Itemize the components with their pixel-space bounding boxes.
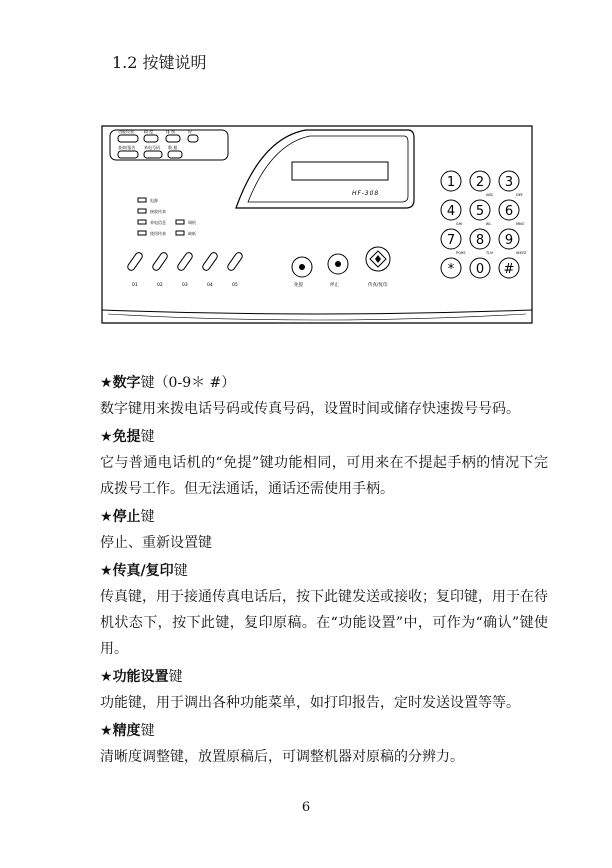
section-title: ★传真/复印键 [100,563,188,579]
indicator-lamps [138,197,196,236]
svg-text:数 据: 数 据 [168,145,178,150]
svg-text:PQRS: PQRS [456,251,466,255]
star-icon: ★ [100,429,113,445]
svg-text:3: 3 [504,175,514,190]
svg-text:GHI: GHI [456,222,463,226]
svg-text:功能设置: 功能设置 [118,129,134,134]
svg-text:9: 9 [504,233,514,248]
section-body: 传真键，用于接通传真电话后，按下此键发送或接收；复印键，用于在待机状态下，按下此键，复印原稿。在“功能设置”中，可作为“确认”键使用。 [100,589,548,657]
section-resolution-key [100,718,548,770]
svg-text:#: # [503,262,515,277]
keypad [441,171,519,278]
section-body: 停止、重新设置键 [100,535,212,551]
star-icon: ★ [100,509,113,525]
svg-text:调机: 调机 [188,220,196,225]
svg-text:7: 7 [446,233,456,248]
section-title: ★免提键 [100,429,155,445]
svg-text:电源: 电源 [150,198,158,203]
section-title: ★精度键 [100,723,155,739]
top-buttons-row2 [118,144,182,158]
svg-text:*: * [447,262,455,277]
section-stop-key [100,504,548,556]
svg-text:精 度: 精 度 [144,129,154,134]
svg-text:2: 2 [475,175,485,190]
svg-text:停: 停 [188,129,192,134]
svg-text:ABC: ABC [486,193,494,197]
svg-text:02: 02 [157,283,163,288]
svg-text:缺纸: 缺纸 [188,231,196,236]
svg-text:5: 5 [475,204,485,219]
section-heading: 1.2 按键说明 [112,53,207,72]
section-handsfree-key [100,424,548,502]
svg-text:DEF: DEF [516,193,523,197]
one-touch-keys [126,251,243,271]
svg-text:04: 04 [207,283,213,288]
page-number: 6 [301,800,311,815]
model-label: HF-308 [352,190,380,197]
svg-text:查询/报告: 查询/报告 [118,145,136,150]
one-touch-labels [132,282,238,288]
section-title: ★停止键 [100,509,155,525]
section-digit-keys [100,370,548,422]
section-function-key [100,664,548,716]
section-body: 它与普通电话机的“免提”键功能相同，可用来在不提起手柄的情况下完成拨号工作。但无法通话，通话还需使用手柄。 [100,455,548,497]
section-body: 数字键用来拨电话号码或传真号码，设置时间或储存快速拨号号码。 [100,401,520,417]
svg-text:WXYZ: WXYZ [516,251,527,255]
svg-text:8: 8 [475,233,485,248]
svg-text:05: 05 [232,283,238,288]
section-title: ★数字键（0-9＊ #） [100,375,236,391]
svg-text:免提: 免提 [294,283,303,288]
svg-text:03: 03 [182,283,188,288]
svg-text:4: 4 [446,204,456,219]
star-icon: ★ [100,375,113,391]
svg-text:排 版: 排 版 [166,129,176,134]
section-fax-copy-key [100,558,548,662]
star-icon: ★ [100,563,113,579]
svg-text:0: 0 [475,262,485,277]
key-descriptions [100,370,548,772]
svg-text:来电号码: 来电号码 [144,145,160,150]
svg-text:传真/复印: 传真/复印 [368,283,388,288]
section-body: 清晰度调整键，放置原稿后，可调整机器对原稿的分辨力。 [100,749,464,765]
section-title: ★功能设置键 [100,669,183,685]
svg-text:01: 01 [132,283,138,288]
star-icon: ★ [100,723,113,739]
svg-text:1: 1 [446,175,456,190]
fax-panel-illustration [96,118,536,333]
svg-text:使用传真: 使用传真 [150,231,166,236]
svg-text:JKL: JKL [486,222,492,226]
svg-text:TUV: TUV [486,251,494,255]
section-body: 功能键，用于调出各种功能菜单，如打印报告，定时发送设置等等。 [100,695,520,711]
star-icon: ★ [100,669,113,685]
svg-text:6: 6 [504,204,514,219]
action-buttons [292,247,390,288]
svg-text:接收传真: 接收传真 [150,209,166,214]
svg-text:停止: 停止 [330,283,339,288]
svg-text:MNO: MNO [516,222,525,226]
svg-text:来电信息: 来电信息 [150,220,166,225]
